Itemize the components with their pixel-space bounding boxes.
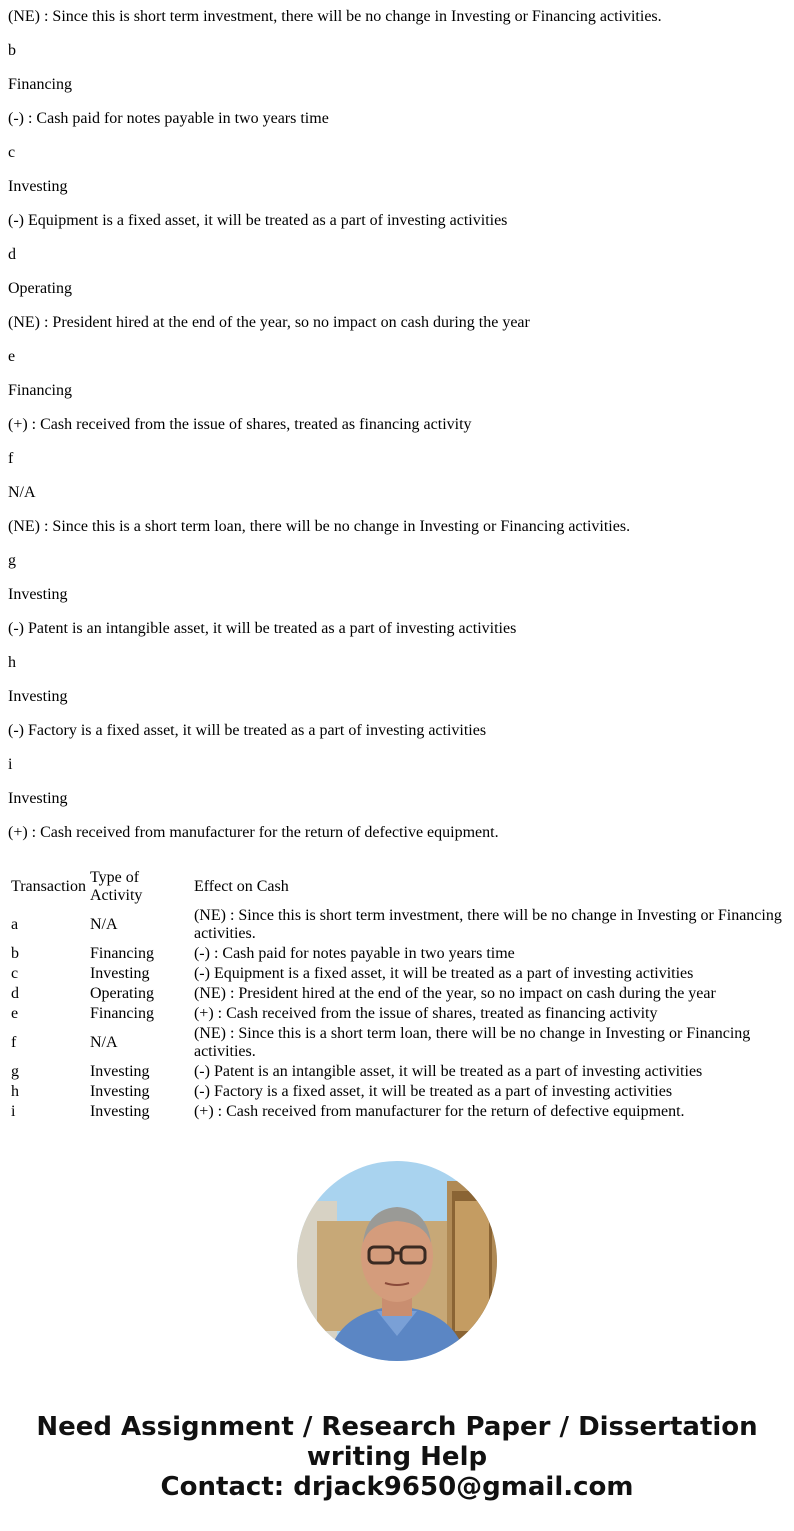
table-row	[10, 965, 784, 983]
cell-effect: (NE) : Since this is short term investment, there will be no change in Investing or Financing activities.	[193, 907, 782, 942]
cell-transaction: a	[11, 916, 19, 933]
author-avatar	[297, 1161, 497, 1361]
cell-effect: (NE) : President hired at the end of the year, so no impact on cash during the year	[193, 985, 716, 1002]
cash-effects-table	[8, 867, 786, 1123]
table-header-row	[10, 869, 784, 905]
header-effect-on-cash: Effect on Cash	[193, 878, 289, 895]
paragraph: e	[8, 348, 16, 365]
cell-transaction: g	[11, 1063, 19, 1080]
cell-activity-type: Operating	[89, 985, 154, 1002]
cell-transaction: f	[11, 1034, 17, 1051]
paragraph: (-) Equipment is a fixed asset, it will be treated as a part of investing activities	[8, 212, 508, 229]
paragraph: (+) : Cash received from manufacturer for the return of defective equipment.	[8, 824, 499, 841]
cell-activity-type: Financing	[89, 1005, 154, 1022]
paragraph: Investing	[8, 178, 68, 195]
table-row	[10, 1083, 784, 1101]
cell-transaction: e	[11, 1005, 19, 1022]
paragraph: Investing	[8, 688, 68, 705]
cell-activity-type: N/A	[89, 1034, 118, 1051]
cell-effect: (-) : Cash paid for notes payable in two years time	[193, 945, 515, 962]
cell-effect: (+) : Cash received from the issue of shares, treated as financing activity	[193, 1005, 658, 1022]
table-row	[10, 1005, 784, 1023]
paragraph: Investing	[8, 586, 68, 603]
cell-transaction: c	[11, 965, 19, 982]
paragraph: c	[8, 144, 16, 161]
paragraph: Operating	[8, 280, 72, 297]
paragraph: (-) Patent is an intangible asset, it will be treated as a part of investing activities	[8, 620, 517, 637]
table-row	[10, 945, 784, 963]
header-transaction: Transaction	[11, 878, 86, 895]
paragraph: Financing	[8, 76, 72, 93]
table-row	[10, 1063, 784, 1081]
author-portrait	[297, 1161, 497, 1361]
cell-activity-type: Investing	[89, 965, 150, 982]
paragraph: f	[8, 450, 14, 467]
promo-banner	[0, 1412, 794, 1502]
cell-effect: (+) : Cash received from manufacturer for the return of defective equipment.	[193, 1103, 685, 1120]
paragraph: (-) : Cash paid for notes payable in two years time	[8, 110, 329, 127]
cell-transaction: i	[11, 1103, 16, 1120]
table-row	[10, 985, 784, 1003]
cell-transaction: h	[11, 1083, 19, 1100]
cell-activity-type: Investing	[89, 1103, 150, 1120]
cell-activity-type: Investing	[89, 1083, 150, 1100]
cell-transaction: b	[11, 945, 19, 962]
paragraph: i	[8, 756, 13, 773]
paragraph: Financing	[8, 382, 72, 399]
paragraph: g	[8, 552, 16, 569]
cell-effect: (NE) : Since this is a short term loan, there will be no change in Investing or Financing activities.	[193, 1025, 751, 1060]
cell-effect: (-) Patent is an intangible asset, it will be treated as a part of investing activities	[193, 1063, 703, 1080]
paragraph: b	[8, 42, 16, 59]
cell-activity-type: Investing	[89, 1063, 150, 1080]
table-row	[10, 907, 784, 943]
cell-effect: (-) Equipment is a fixed asset, it will be treated as a part of investing activities	[193, 965, 694, 982]
paragraph: h	[8, 654, 16, 671]
paragraph: (NE) : President hired at the end of the year, so no impact on cash during the year	[8, 314, 530, 331]
header-type-of-activity: Type of Activity	[89, 869, 143, 904]
cell-effect: (-) Factory is a fixed asset, it will be treated as a part of investing activities	[193, 1083, 673, 1100]
cell-activity-type: Financing	[89, 945, 154, 962]
table-row	[10, 1025, 784, 1061]
cell-transaction: d	[11, 985, 19, 1002]
paragraph: N/A	[8, 484, 36, 501]
paragraph: d	[8, 246, 16, 263]
paragraph: Investing	[8, 790, 68, 807]
paragraph: (NE) : Since this is a short term loan, there will be no change in Investing or Financing activities.	[8, 518, 631, 535]
promo-line: Need Assignment / Research Paper / Dissertation	[36, 1412, 758, 1442]
promo-line: writing Help	[306, 1442, 488, 1472]
paragraph: (-) Factory is a fixed asset, it will be treated as a part of investing activities	[8, 722, 487, 739]
promo-contact: Contact: drjack9650@gmail.com	[160, 1472, 634, 1502]
cell-activity-type: N/A	[89, 916, 118, 933]
paragraph: (NE) : Since this is short term investment, there will be no change in Investing or Financing activities.	[8, 8, 662, 25]
answer-paragraphs	[0, 8, 794, 842]
table-row	[10, 1103, 784, 1121]
paragraph: (+) : Cash received from the issue of shares, treated as financing activity	[8, 416, 472, 433]
